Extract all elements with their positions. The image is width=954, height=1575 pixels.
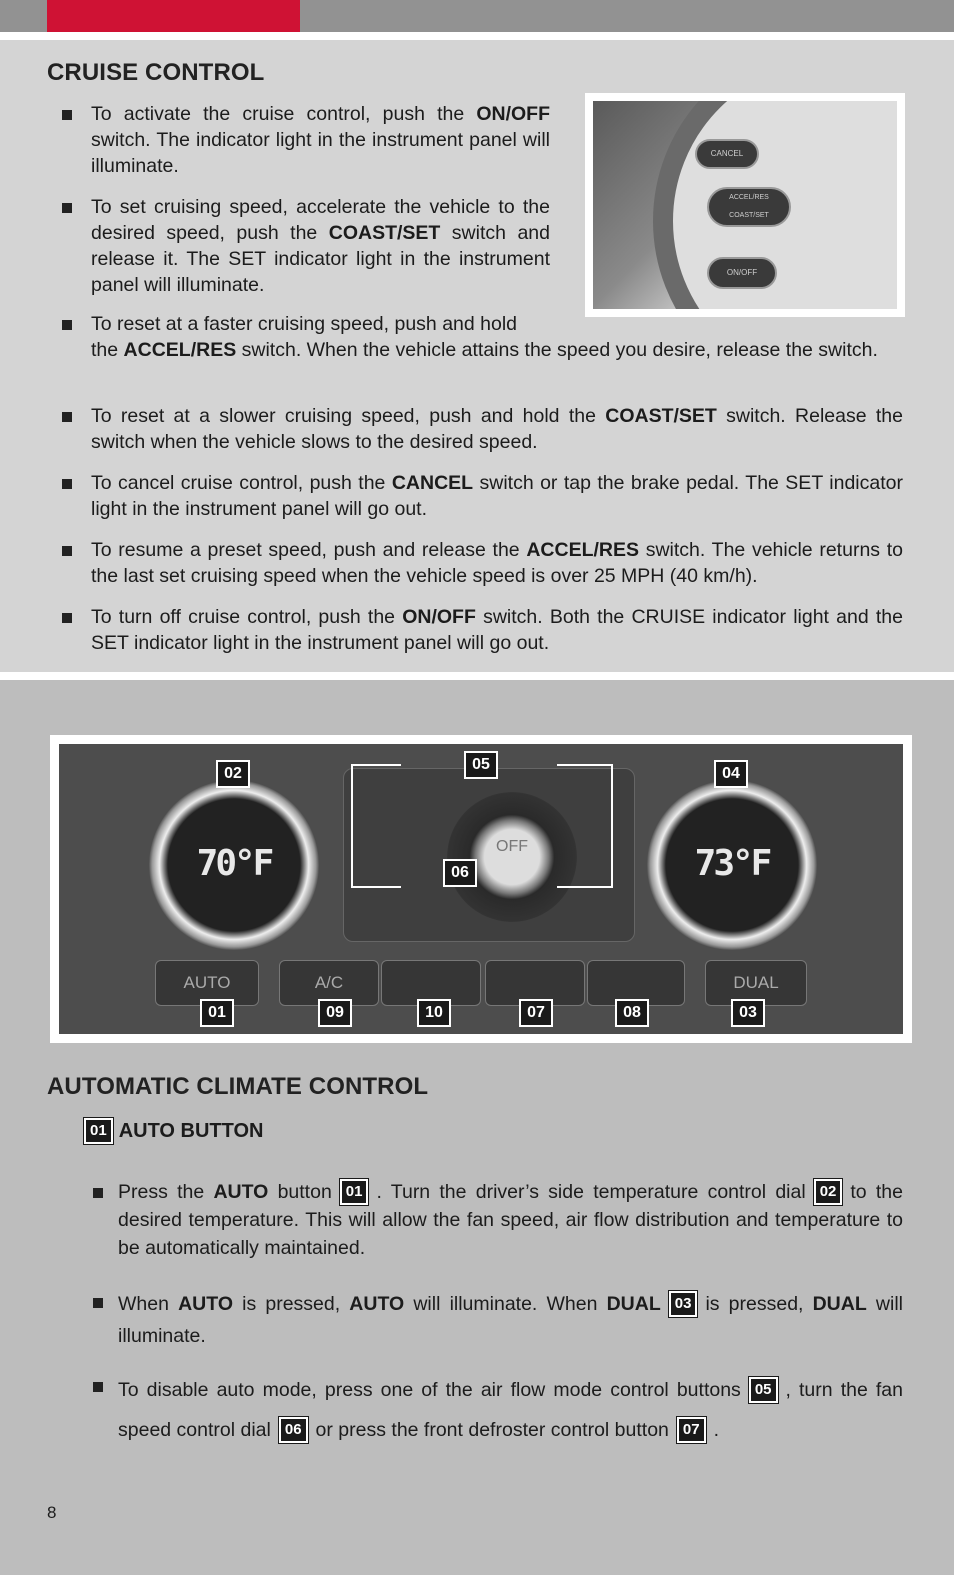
coast-set-label: COAST/SET [729, 212, 769, 219]
list-item: To set cruising speed, accelerate the vehicle to the desired speed, push the COAST/SET switch and release it. The SET indicator light in the instrument panel will illuminate. [62, 194, 550, 298]
cruise-control-switch-photo [585, 93, 905, 317]
passenger-temperature-display: 73°F [694, 843, 770, 884]
callout-02-badge: 02 [814, 1179, 843, 1205]
ac-button: A/C [279, 960, 379, 1006]
subheading-text: AUTO BUTTON [118, 1120, 264, 1142]
list-item: Press the AUTO button 01 . Turn the driver’s side temperature control dial 02 to the desired temperature. This will allow the fan speed, air flow distribution and temperature to be automatically maintained. [93, 1178, 903, 1262]
bullet-square-icon [62, 203, 72, 213]
accel-coast-switch [707, 187, 791, 227]
callout-bracket [557, 764, 613, 888]
passenger-temperature-dial [647, 780, 817, 950]
bullet-square-icon [62, 479, 72, 489]
auto-button-subheading [84, 1118, 264, 1144]
page-number: 8 [47, 1503, 57, 1522]
cruise-control-heading: CRUISE CONTROL [47, 59, 265, 86]
driver-temperature-dial [149, 780, 319, 950]
bullet-square-icon [62, 546, 72, 556]
callout-07: 07 [519, 999, 553, 1027]
climate-control-panel-photo [50, 735, 912, 1043]
list-item: When AUTO is pressed, AUTO will illuminate. When DUAL 03 is pressed, DUAL will illuminate. [93, 1288, 903, 1352]
list-item: To cancel cruise control, push the CANCEL switch or tap the brake pedal. The SET indicator light in the instrument panel will go out. [62, 470, 903, 522]
callout-05: 05 [464, 751, 498, 779]
top-bar [0, 0, 954, 32]
on-off-switch: ON/OFF [707, 257, 777, 289]
bullet-square-icon [93, 1298, 103, 1308]
callout-01-badge: 01 [84, 1118, 113, 1144]
bullet-square-icon [93, 1382, 103, 1392]
callout-07-badge: 07 [677, 1417, 706, 1443]
divider [0, 672, 954, 680]
list-item: To activate the cruise control, push the ON/OFF switch. The indicator light in the instrument panel will illuminate. [62, 101, 550, 179]
driver-temperature-display: 70°F [196, 843, 272, 884]
list-item: To reset at a faster cruising speed, push and hold the ACCEL/RES switch. When the vehicle attains the speed you desire, release the switch. [62, 311, 903, 363]
bullet-square-icon [62, 110, 72, 120]
callout-05-badge: 05 [749, 1377, 778, 1403]
callout-01-badge: 01 [340, 1179, 369, 1205]
callout-04: 04 [714, 760, 748, 788]
cancel-switch: CANCEL [695, 139, 759, 169]
list-item: To resume a preset speed, push and release the ACCEL/RES switch. The vehicle returns to the last set cruising speed when the vehicle speed is over 25 MPH (40 km/h). [62, 537, 903, 589]
callout-02: 02 [216, 760, 250, 788]
bullet-square-icon [62, 613, 72, 623]
fan-off-label: OFF [496, 838, 528, 855]
callout-10: 10 [417, 999, 451, 1027]
callout-bracket [351, 764, 401, 888]
bullet-square-icon [62, 320, 72, 330]
list-item: To disable auto mode, press one of the air flow mode control buttons 05 , turn the fan speed control dial 06 or press the front defroster control button 07 . [93, 1370, 903, 1450]
divider [0, 32, 954, 40]
list-item: To turn off cruise control, push the ON/OFF switch. Both the CRUISE indicator light and the SET indicator light in the instrument panel will go out. [62, 604, 903, 656]
climate-control-heading: AUTOMATIC CLIMATE CONTROL [47, 1073, 429, 1100]
list-item: To reset at a slower cruising speed, push and hold the COAST/SET switch. Release the switch when the vehicle slows to the desired speed. [62, 403, 903, 455]
callout-09: 09 [318, 999, 352, 1027]
callout-03: 03 [731, 999, 765, 1027]
bullet-square-icon [93, 1188, 103, 1198]
bullet-square-icon [62, 412, 72, 422]
section-color-tab [47, 0, 300, 32]
callout-08: 08 [615, 999, 649, 1027]
auto-button: AUTO [155, 960, 259, 1006]
dual-button: DUAL [705, 960, 807, 1006]
callout-03-badge: 03 [669, 1291, 698, 1317]
callout-06: 06 [443, 859, 477, 887]
accel-res-label: ACCEL/RES [729, 194, 769, 201]
callout-01: 01 [200, 999, 234, 1027]
callout-06-badge: 06 [279, 1417, 308, 1443]
